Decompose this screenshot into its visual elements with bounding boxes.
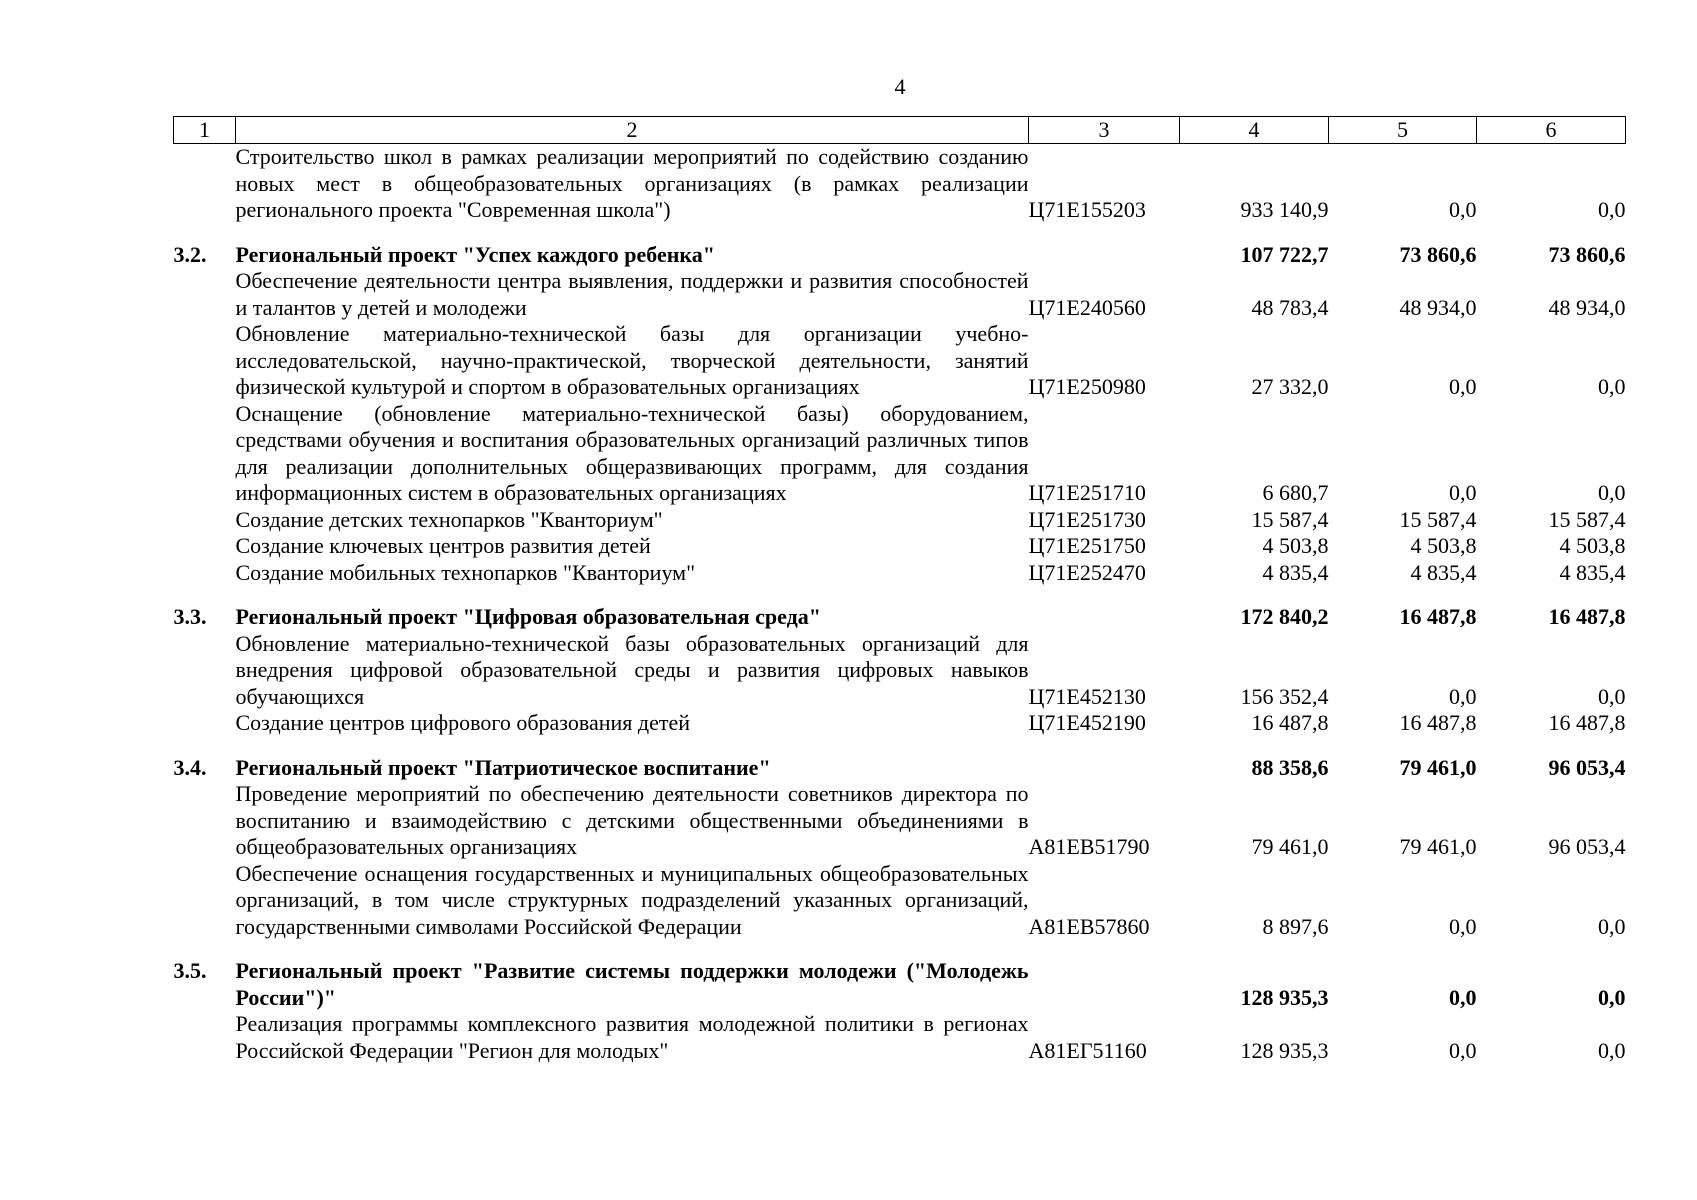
row-name: Обеспечение оснащения государственных и муниципальных общеобразовательных организаций, в том числе структурных подразделений указанных организаций, государственными символами Российской Федерации xyxy=(235,860,1029,939)
budget-code: Ц71Е251730 xyxy=(1028,506,1146,532)
row-number xyxy=(174,710,236,737)
row-name: Региональный проект "Развитие системы поддержки молодежи ("Молодежь России")" xyxy=(235,958,1029,1010)
row-name: Создание ключевых центров развития детей xyxy=(235,533,651,558)
project-row xyxy=(174,737,1626,782)
value-col-5: 0,0 xyxy=(1449,913,1477,939)
row-name: Региональный проект "Успех каждого ребенка" xyxy=(235,241,715,267)
table-body xyxy=(174,144,1626,1065)
header-col-5: 5 xyxy=(1329,117,1477,144)
row-number xyxy=(174,268,236,321)
value-col-4: 933 140,9 xyxy=(1240,197,1329,222)
value-col-6: 0,0 xyxy=(1598,374,1626,399)
budget-code: А81ЕВ57860 xyxy=(1028,913,1150,939)
header-row xyxy=(174,117,1626,144)
header-col-1: 1 xyxy=(174,117,236,144)
value-col-6: 0,0 xyxy=(1598,197,1626,222)
value-col-6: 15 587,4 xyxy=(1548,506,1626,532)
value-col-4: 172 840,2 xyxy=(1240,604,1329,629)
value-col-4: 48 783,4 xyxy=(1251,294,1329,320)
value-col-6: 4 835,4 xyxy=(1559,559,1626,585)
header-col-6: 6 xyxy=(1477,117,1626,144)
value-col-4: 156 352,4 xyxy=(1240,683,1329,709)
value-col-5: 0,0 xyxy=(1449,984,1477,1010)
value-col-4: 128 935,3 xyxy=(1240,1037,1329,1063)
row-number xyxy=(174,533,236,560)
table-header xyxy=(174,117,1626,144)
value-col-4: 27 332,0 xyxy=(1251,374,1329,399)
value-col-4: 8 897,6 xyxy=(1262,913,1329,939)
row-name: Региональный проект "Цифровая образовательная среда" xyxy=(235,604,821,629)
row-number: 3.4. xyxy=(173,754,207,780)
row-name: Создание центров цифрового образования детей xyxy=(235,710,690,735)
value-col-5: 79 461,0 xyxy=(1399,834,1477,859)
table-row xyxy=(174,861,1626,941)
budget-code: Ц71Е252470 xyxy=(1028,559,1146,585)
row-name: Реализация программы комплексного развития молодежной политики в регионах Российской Федерации "Регион для молодых" xyxy=(235,1011,1029,1063)
value-col-6: 96 053,4 xyxy=(1548,754,1626,780)
row-name: Обновление материально-технической базы образовательных организаций для внедрения цифровой образовательной среды и развития цифровых навыков обучающихся xyxy=(235,630,1029,709)
value-col-4: 128 935,3 xyxy=(1240,984,1329,1010)
row-number xyxy=(174,560,236,587)
row-name: Оснащение (обновление материально-технической базы) оборудованием, средствами обучения и воспитания образовательных организаций различных типов для реализации дополнительных общеразвивающих программ, для создания информационных систем в образовательных организациях xyxy=(235,400,1029,505)
project-row xyxy=(174,940,1626,1011)
budget-code: А81ЕГ51160 xyxy=(1028,1037,1147,1063)
row-name: Обновление материально-технической базы для организации учебно-исследовательской, научно-практической, творческой деятельности, занятий физической культурой и спортом в образовательных организациях xyxy=(235,321,1029,399)
budget-code: Ц71Е250980 xyxy=(1028,374,1146,399)
value-col-5: 4 835,4 xyxy=(1410,559,1477,585)
table-row xyxy=(174,321,1626,401)
row-name: Обеспечение деятельности центра выявления, поддержки и развития способностей и талантов у детей и молодежи xyxy=(235,268,1029,320)
value-col-6: 0,0 xyxy=(1598,683,1626,709)
budget-code xyxy=(1029,940,1180,1011)
value-col-6: 73 860,6 xyxy=(1548,241,1626,267)
table-row xyxy=(174,631,1626,711)
row-number xyxy=(174,861,236,941)
row-number xyxy=(174,631,236,711)
budget-table xyxy=(173,116,1626,1064)
value-col-6: 0,0 xyxy=(1598,913,1626,939)
value-col-6: 96 053,4 xyxy=(1548,834,1626,859)
value-col-6: 16 487,8 xyxy=(1548,710,1626,735)
table-row xyxy=(174,1011,1626,1064)
table-row xyxy=(174,401,1626,507)
project-row xyxy=(174,224,1626,269)
value-col-6: 16 487,8 xyxy=(1548,604,1626,629)
budget-code xyxy=(1029,737,1180,782)
budget-code: Ц71Е155203 xyxy=(1028,197,1146,222)
value-col-5: 4 503,8 xyxy=(1410,533,1477,558)
value-col-4: 4 835,4 xyxy=(1262,559,1329,585)
value-col-5: 79 461,0 xyxy=(1399,754,1477,780)
value-col-5: 0,0 xyxy=(1449,480,1477,505)
value-col-5: 16 487,8 xyxy=(1399,710,1477,735)
value-col-4: 4 503,8 xyxy=(1262,533,1329,558)
value-col-4: 107 722,7 xyxy=(1240,241,1329,267)
value-col-5: 16 487,8 xyxy=(1399,604,1477,629)
row-number xyxy=(174,781,236,861)
table-row xyxy=(174,710,1626,737)
row-name: Региональный проект "Патриотическое воспитание" xyxy=(235,754,771,780)
value-col-4: 79 461,0 xyxy=(1251,834,1329,859)
value-col-5: 73 860,6 xyxy=(1399,241,1477,267)
project-row xyxy=(174,586,1626,631)
value-col-6: 0,0 xyxy=(1598,1037,1626,1063)
row-number: 3.5. xyxy=(173,958,207,983)
row-name: Создание детских технопарков "Кванториум" xyxy=(235,506,663,532)
page-number: 4 xyxy=(894,74,906,99)
value-col-6: 0,0 xyxy=(1598,480,1626,505)
row-number xyxy=(174,1011,236,1064)
row-number: 3.3. xyxy=(173,604,207,629)
value-col-6: 48 934,0 xyxy=(1548,294,1626,320)
table-row xyxy=(174,144,1626,224)
value-col-5: 48 934,0 xyxy=(1399,294,1477,320)
value-col-4: 88 358,6 xyxy=(1251,754,1329,780)
table-row xyxy=(174,560,1626,587)
row-name: Проведение мероприятий по обеспечению деятельности советников директора по воспитанию и взаимодействию с детскими общественными объединениями в общеобразовательных организациях xyxy=(235,781,1029,859)
header-col-3: 3 xyxy=(1029,117,1180,144)
budget-code: Ц71Е240560 xyxy=(1028,294,1146,320)
budget-code xyxy=(1029,224,1180,269)
budget-sheet xyxy=(173,116,1625,1064)
value-col-5: 0,0 xyxy=(1449,374,1477,399)
budget-code xyxy=(1029,586,1180,631)
value-col-6: 4 503,8 xyxy=(1559,533,1626,558)
row-name: Строительство школ в рамках реализации мероприятий по содействию созданию новых мест в общеобразовательных организациях (в рамках реализации регионального проекта "Современная школа") xyxy=(235,144,1029,222)
table-row xyxy=(174,268,1626,321)
value-col-6: 0,0 xyxy=(1598,984,1626,1010)
row-name: Создание мобильных технопарков "Кванториум" xyxy=(235,559,696,585)
value-col-5: 0,0 xyxy=(1449,1037,1477,1063)
budget-code: Ц71Е452130 xyxy=(1028,683,1146,709)
value-col-5: 0,0 xyxy=(1449,683,1477,709)
header-col-4: 4 xyxy=(1180,117,1329,144)
value-col-4: 15 587,4 xyxy=(1251,506,1329,532)
header-col-2: 2 xyxy=(236,117,1029,144)
row-number xyxy=(174,507,236,534)
budget-code: Ц71Е452190 xyxy=(1028,710,1146,735)
budget-code: А81ЕВ51790 xyxy=(1028,834,1150,859)
value-col-4: 16 487,8 xyxy=(1251,710,1329,735)
budget-code: Ц71Е251710 xyxy=(1028,480,1146,505)
row-number xyxy=(174,144,236,224)
table-row xyxy=(174,507,1626,534)
row-number: 3.2. xyxy=(173,241,207,267)
budget-code: Ц71Е251750 xyxy=(1028,533,1146,558)
table-row xyxy=(174,781,1626,861)
value-col-5: 0,0 xyxy=(1449,197,1477,222)
value-col-5: 15 587,4 xyxy=(1399,506,1477,532)
table-row xyxy=(174,533,1626,560)
value-col-4: 6 680,7 xyxy=(1262,480,1329,505)
row-number xyxy=(174,401,236,507)
row-number xyxy=(174,321,236,401)
